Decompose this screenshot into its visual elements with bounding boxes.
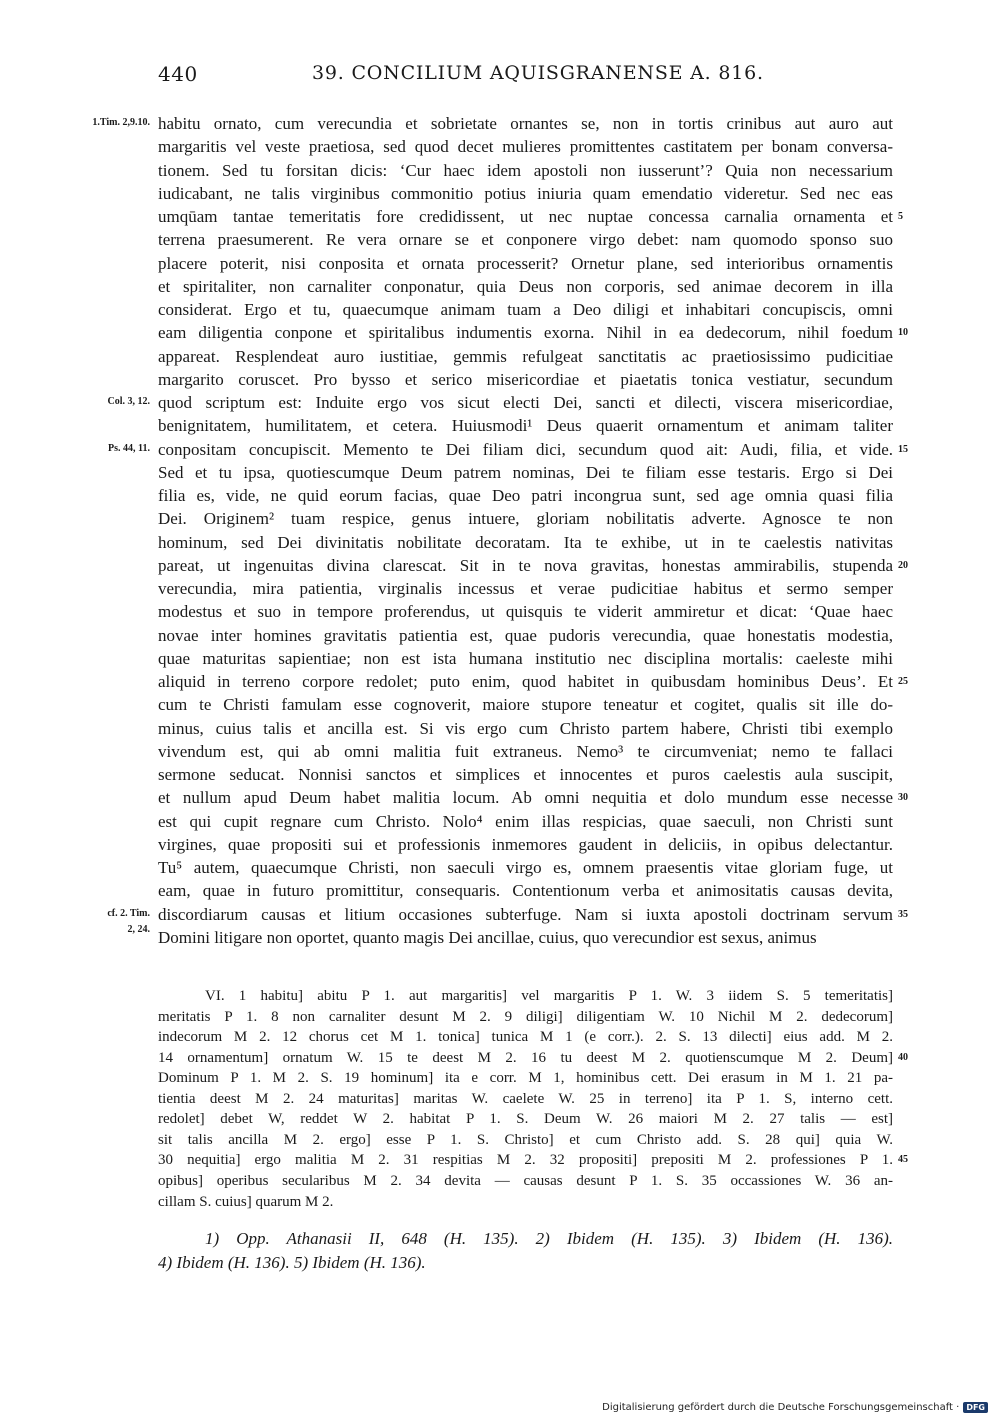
text-line: terrena praesumerent. Re vera ornare se et conponere virgo debet: nam quomodo sponso suo: [158, 230, 893, 250]
text-line: quae maturitas sapientiae; non est ista humana institutio nec disciplina mortalis: caeleste mihi: [158, 648, 893, 668]
scripture-reference: Col. 3, 12.: [107, 396, 150, 407]
apparatus-line: Dominum P 1. M 2. S. 19 hominum] ita e corr. M 1, hominibus cett. Dei erasum in M 1. 21 pa-: [158, 1070, 893, 1087]
apparatus-line: VI. 1 habitu] abitu P 1. aut margaritis] vel margaritis P 1. W. 3 iidem S. 5 temeritatis]: [205, 988, 893, 1004]
text-line: umqūam tantae temeritatis fore credidissent, ut nec nuptae concessa carnalia ornamenta et: [158, 207, 893, 226]
apparatus-line: sit talis ancilla M 2. ergo] esse P 1. S. Christo] et cum Christo add. S. 28 qui] quia W.: [158, 1131, 893, 1148]
apparatus-line: tientia deest M 2. 24 maturitas] maritas W. caelete W. 25 in terreno] ita P 1. S, interno cett.: [158, 1090, 893, 1107]
running-title: 39. CONCILIUM AQUISGRANENSE A. 816.: [312, 62, 764, 84]
digitization-credit: [602, 1402, 988, 1413]
apparatus-line: 14 ornamentum] ornatum W. 15 te deest M 2. 16 tu deest M 2. quotienscumque M 2. Deum]: [158, 1049, 893, 1066]
scripture-reference: cf. 2. Tim.: [107, 907, 150, 919]
line-number: 5: [898, 211, 903, 222]
text-line: est qui cupit regnare cum Christo. Nolo⁴ enim illas respicias, quae saeculi, non Christi sunt: [158, 811, 893, 831]
text-line: hominum, sed Dei divinitatis nobilitate decoratam. Ita te exhibe, ut in te caelestis nativitas: [158, 532, 893, 552]
line-number: 10: [898, 327, 908, 339]
text-line: aliquid in terreno corpore redolet; puto enim, quod habitet in quibusdam hominibus Deus’. Et: [158, 672, 893, 691]
text-line: verecundia, mira patientia, virginalis incessus et verae pudicitiae habitus et sermo semper: [158, 579, 893, 598]
text-line: et spiritaliter, non carnaliter conponatur, quia Deus non corporis, sed animae decorem in illa: [158, 276, 893, 296]
text-line: et nullum apud Deum habet malitia locum. Ab omni nequitia et dolo mundum esse necesse: [158, 788, 893, 808]
footnote-line: 4) Ibidem (H. 136). 5) Ibidem (H. 136).: [158, 1253, 426, 1272]
text-line: pareat, ut ingenuitas divina clarescat. Sit in te nova gravitas, honestas ammirabilis, stupenda: [158, 555, 893, 575]
text-line: conpositam concupiscit. Memento te Dei filiam dici, secundum quod ait: Audi, filia, et vide.: [158, 439, 893, 459]
line-number: 20: [898, 559, 908, 571]
line-number: 15: [898, 443, 908, 455]
apparatus-line: 30 nequitia] ergo malitia M 2. 31 respitias M 2. 32 propositi] prepositi M 2. professiones P 1.: [158, 1152, 893, 1169]
apparatus-line: redolet] debet W, reddet W 2. habitat P 1. S. Deum W. 26 maiori M 2. 27 talis — est]: [158, 1111, 893, 1128]
page-number: 440: [158, 62, 198, 86]
line-number: 30: [898, 792, 908, 804]
line-number: 45: [898, 1154, 908, 1166]
text-line: considerat. Ergo et tu, quaecumque animam tuam a Deo diligi et inhabitari concupiscis, omni: [158, 300, 893, 319]
text-line: eam, quae in futuro promittitur, consequaris. Contentionum verba et animositatis causas devita,: [158, 881, 893, 901]
apparatus-line: cillam S. cuius] quarum M 2.: [158, 1193, 334, 1210]
text-line: Dei. Originem² tuam respice, genus intuere, gloriam nobilitatis adverte. Agnosce te non: [158, 509, 893, 529]
text-line: quod scriptum est: Induite ergo vos sicut electi Dei, sancti et dilecti, viscera misericordiae,: [158, 393, 893, 412]
page-header: [0, 62, 1000, 92]
text-line: margaritis vel veste praetiosa, sed quod decet mulieres promittentes castitatem per bonam conversa-: [158, 137, 893, 157]
text-line: vivendum est, qui ab omni malitia fuit extraneus. Nemo³ te circumveniat; nemo te fallaci: [158, 741, 893, 761]
text-line: tionem. Sed tu forsitan dicis: ‘Cur haec idem apostoli non iusserunt’? Quia non necessarium: [158, 160, 893, 180]
text-line: placere poterit, nisi conposita et ornata processerit? Ornetur plane, sed interioribus ornamentis: [158, 253, 893, 273]
footnote-line: 1) Opp. Athanasii II, 648 (H. 135). 2) Ibidem (H. 135). 3) Ibidem (H. 136).: [205, 1229, 893, 1248]
text-line: novae inter homines gravitatis patientia est, quae pudoris verecundia, quae honestatis modestia,: [158, 625, 893, 645]
text-line: benignitatem, humilitatem, et cetera. Huiusmodi¹ Deus quaerit ornamentum et animam taliter: [158, 416, 893, 436]
scripture-reference: 1.Tim. 2,9.10.: [92, 117, 150, 128]
scripture-reference: Ps. 44, 11.: [108, 442, 150, 454]
credit-text: Digitalisierung gefördert durch die Deutsche Forschungsgemeinschaft ·: [602, 1402, 960, 1413]
text-line: eam diligentia conpone et spiritalibus indumentis exorna. Nihil in ea dedecorum, nihil foedum: [158, 323, 893, 343]
text-line: minus, cuius talis et ancilla est. Si vis ergo cum Christo partem habere, Christi tibi exemplo: [158, 718, 893, 738]
text-line: margarito coruscet. Pro bysso et serico misericordiae et piaetatis tonica vestiatur, secundum: [158, 369, 893, 389]
text-line: appareat. Resplendeat auro iustitiae, gemmis refulgeat sanctitatis ac praetiosissimo pudicitiae: [158, 346, 893, 366]
text-line: Sed et tu ipsa, quotiescumque Deum patrem nominas, Dei te filiam esse testaris. Ergo si Dei: [158, 462, 893, 482]
apparatus-line: indecorum M 2. 12 chorus cet M 1. tonica] tunica M 1 (e corr.). 2. S. 13 dilecti] eius add. M 2.: [158, 1029, 893, 1046]
dfg-logo: DFG: [963, 1402, 988, 1413]
line-number: 25: [898, 676, 908, 687]
line-number: 40: [898, 1051, 908, 1063]
text-line: Domini litigare non oportet, quanto magis Dei ancillae, cuius, quo verecundior est sexus, animus: [158, 927, 817, 947]
line-number: 35: [898, 908, 908, 920]
text-line: modestus et suo in tempore proferendus, ut quisquis te viderit ammiretur et dicat: ‘Quae haec: [158, 602, 893, 622]
text-line: filia es, vide, ne quid eorum facias, quae Deo patri incongrua sunt, sed age omnia quasi filia: [158, 486, 893, 505]
text-line: virgines, quae propositi sui et professionis inmemores gaudent in deliciis, in opibus delectantur.: [158, 834, 893, 854]
text-line: discordiarum causas et litium occasiones subterfuge. Nam si iuxta apostoli doctrinam servum: [158, 904, 893, 924]
apparatus-line: opibus] operibus secularibus M 2. 34 devita — causas desunt P 1. S. 35 occassiones W. 36 an-: [158, 1172, 893, 1189]
apparatus-line: meritatis P 1. 8 non carnaliter desunt M 2. 9 diligi] diligentiam W. 10 Nichil M 2. dedecorum]: [158, 1008, 893, 1025]
text-line: Tu⁵ autem, quaecumque Christi, non saeculi virgo es, omnem praesentis vitae gloriam fuge, ut: [158, 858, 893, 877]
scripture-reference: 2, 24.: [127, 923, 150, 935]
text-line: habitu ornato, cum verecundia et sobrietate ornantes se, non in tortis crinibus aut auro aut: [158, 114, 893, 133]
text-line: iudicabant, ne talis virginibus commonitio potius iniuria quam emendatio videretur. Sed nec eas: [158, 183, 893, 203]
text-line: cum te Christi famulam esse cognoverit, maiore stupore teneatur et cogitet, qualis sit ille do-: [158, 695, 893, 715]
text-line: sermone seducat. Nonnisi sanctos et simplices et innocentes et puros caelestis aula suscipit,: [158, 765, 893, 784]
